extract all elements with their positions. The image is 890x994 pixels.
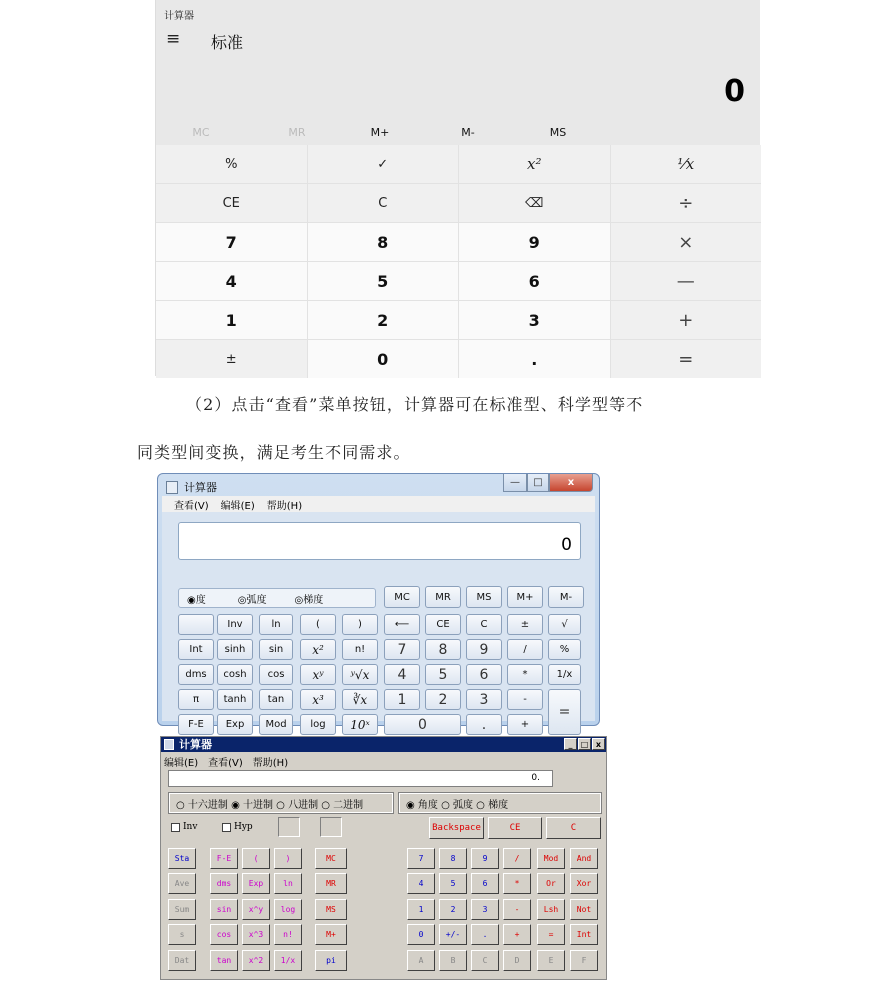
hamburger-menu-icon[interactable]: ≡	[166, 29, 181, 49]
calc-key[interactable]: Int	[178, 639, 214, 660]
backspace-icon[interactable]: ⌫	[459, 184, 610, 222]
memory-key[interactable]: M-	[548, 586, 584, 608]
function-key[interactable]: x^3	[242, 924, 270, 945]
memory-key[interactable]: MR	[425, 586, 461, 608]
calc-key[interactable]: π	[178, 689, 214, 710]
number-key[interactable]: C	[471, 950, 499, 971]
parenthesis-indicator	[320, 817, 342, 837]
calculator-icon	[166, 481, 178, 494]
calc-key[interactable]: 8	[425, 639, 461, 660]
top-key[interactable]: CE	[488, 817, 542, 839]
memory-key[interactable]: M+	[507, 586, 543, 608]
inv-checkbox[interactable]	[171, 822, 197, 832]
calc-key[interactable]: CE	[425, 614, 461, 635]
radio-radians[interactable]: ◎弧度	[237, 594, 267, 606]
inv-label: Inv	[183, 822, 198, 832]
stat-key[interactable]: Ave	[168, 873, 196, 894]
square-button[interactable]: x²	[459, 145, 610, 183]
calc-key[interactable]: tan	[259, 689, 293, 710]
memory-key[interactable]: M+	[315, 924, 347, 945]
number-key[interactable]: *	[503, 873, 531, 894]
plus-button[interactable]: +	[611, 301, 762, 339]
minimize-icon[interactable]: _	[564, 738, 577, 750]
calc-key[interactable]: 4	[384, 664, 420, 685]
decimal-button[interactable]: .	[459, 340, 610, 378]
radio-grads[interactable]: ◎梯度	[294, 594, 324, 606]
win7-calculator	[157, 473, 600, 733]
number-base-group[interactable]: ○ 十六进制 ◉ 十进制 ○ 八进制 ○ 二进制	[169, 793, 393, 813]
window-controls	[503, 474, 593, 492]
stat-key[interactable]: s	[168, 924, 196, 945]
calc-key[interactable]: log	[300, 714, 336, 735]
calc-key[interactable]: ⟵	[384, 614, 420, 635]
number-key[interactable]: +/-	[439, 924, 467, 945]
menu-edit[interactable]: 编辑(E)	[164, 758, 199, 769]
digit-8-button[interactable]: 8	[308, 223, 459, 261]
calc-key[interactable]: 9	[466, 639, 502, 660]
m-minus-button[interactable]: M-	[461, 126, 475, 139]
memory-key[interactable]: pi	[315, 950, 347, 971]
mc-button[interactable]: MC	[192, 126, 210, 139]
digit-5-button[interactable]: 5	[308, 262, 459, 300]
function-key[interactable]: sin	[210, 899, 238, 920]
number-key[interactable]: A	[407, 950, 435, 971]
calc-key[interactable]: F-E	[178, 714, 214, 735]
negate-button[interactable]: ±	[156, 340, 307, 378]
win2000-calculator	[160, 736, 607, 980]
calc-key[interactable]: -	[507, 689, 543, 710]
calculator-icon	[164, 739, 174, 750]
number-key[interactable]: -	[503, 899, 531, 920]
number-key[interactable]: Mod	[537, 848, 565, 869]
memory-indicator	[278, 817, 300, 837]
number-key[interactable]: 7	[407, 848, 435, 869]
result-display: 0	[724, 74, 745, 109]
number-key[interactable]: =	[537, 924, 565, 945]
calc-key[interactable]: %	[548, 639, 581, 660]
number-key[interactable]: F	[570, 950, 598, 971]
calc-key[interactable]: ±	[507, 614, 543, 635]
calc-key[interactable]: tanh	[217, 689, 253, 710]
number-key[interactable]: Lsh	[537, 899, 565, 920]
angle-unit-group	[178, 588, 376, 608]
calc-key[interactable]: *	[507, 664, 543, 685]
m-plus-button[interactable]: M+	[370, 126, 390, 139]
calc-key[interactable]: ∛x	[342, 689, 378, 710]
function-key[interactable]: ln	[274, 873, 302, 894]
top-key[interactable]: C	[546, 817, 601, 839]
number-key[interactable]: E	[537, 950, 565, 971]
maximize-icon[interactable]: □	[527, 474, 549, 492]
digit-7-button[interactable]: 7	[156, 223, 307, 261]
digit-3-button[interactable]: 3	[459, 301, 610, 339]
digit-4-button[interactable]: 4	[156, 262, 307, 300]
paragraph-line-1: （2）点击“查看”菜单按钮，计算器可在标准型、科学型等不	[186, 395, 644, 414]
angle-unit-group[interactable]: ◉ 角度 ○ 弧度 ○ 梯度	[399, 793, 601, 813]
number-key[interactable]: 0	[407, 924, 435, 945]
calc-key[interactable]: +	[507, 714, 543, 735]
percent-button[interactable]: %	[156, 145, 307, 183]
number-key[interactable]: And	[570, 848, 598, 869]
calc-key[interactable]: 1/x	[548, 664, 581, 685]
close-icon[interactable]: x	[549, 474, 593, 492]
app-title: 计算器	[164, 11, 194, 22]
clear-button[interactable]: C	[308, 184, 459, 222]
mode-title: 标准	[211, 33, 244, 52]
calc-key[interactable]: (	[300, 614, 336, 635]
calc-key[interactable]: sin	[259, 639, 293, 660]
function-key[interactable]: Exp	[242, 873, 270, 894]
digit-2-button[interactable]: 2	[308, 301, 459, 339]
number-key[interactable]: 5	[439, 873, 467, 894]
calc-key[interactable]: 1	[384, 689, 420, 710]
function-key[interactable]: cos	[210, 924, 238, 945]
paragraph-line-2: 同类型间变换，满足考生不同需求。	[137, 443, 411, 462]
number-key[interactable]: Or	[537, 873, 565, 894]
number-key[interactable]: 8	[439, 848, 467, 869]
calc-key[interactable]: cosh	[217, 664, 253, 685]
memory-key[interactable]: MC	[315, 848, 347, 869]
keypad	[156, 145, 761, 378]
menu-help[interactable]: 帮助(H)	[266, 500, 303, 512]
function-key[interactable]: x^y	[242, 899, 270, 920]
function-key[interactable]: x^2	[242, 950, 270, 971]
clear-entry-button[interactable]: CE	[156, 184, 307, 222]
menu-view[interactable]: 查看(V)	[174, 500, 209, 512]
checkbox-box	[171, 823, 180, 832]
stat-key[interactable]: Sum	[168, 899, 196, 920]
memory-key[interactable]: MC	[384, 586, 420, 608]
memory-key[interactable]: MS	[315, 899, 347, 920]
digit-0-button[interactable]: 0	[308, 340, 459, 378]
calc-key[interactable]: 7	[384, 639, 420, 660]
multiply-button[interactable]: ×	[611, 223, 762, 261]
digit-1-button[interactable]: 1	[156, 301, 307, 339]
win10-calculator	[155, 0, 760, 376]
calc-key[interactable]: )	[342, 614, 378, 635]
number-key[interactable]: D	[503, 950, 531, 971]
function-key[interactable]: log	[274, 899, 302, 920]
reciprocal-button[interactable]: ⅟x	[611, 145, 762, 183]
number-key[interactable]: 4	[407, 873, 435, 894]
top-key[interactable]: Backspace	[429, 817, 484, 839]
number-key[interactable]: Int	[570, 924, 598, 945]
memory-key[interactable]: MS	[466, 586, 502, 608]
number-key[interactable]: Not	[570, 899, 598, 920]
calc-key[interactable]: C	[466, 614, 502, 635]
function-key[interactable]: n!	[274, 924, 302, 945]
calc-key[interactable]: xʸ	[300, 664, 336, 685]
stat-key[interactable]: Sta	[168, 848, 196, 869]
digit-6-button[interactable]: 6	[459, 262, 610, 300]
calc-key[interactable]: 5	[425, 664, 461, 685]
calc-key[interactable]: x³	[300, 689, 336, 710]
calc-key[interactable]: 10ˣ	[342, 714, 378, 735]
calc-key[interactable]: sinh	[217, 639, 253, 660]
number-key[interactable]: Xor	[570, 873, 598, 894]
mr-button[interactable]: MR	[288, 126, 306, 139]
hyp-label: Hyp	[234, 822, 253, 832]
sqrt-button[interactable]: ✓	[308, 145, 459, 183]
number-key[interactable]: 6	[471, 873, 499, 894]
number-key[interactable]: +	[503, 924, 531, 945]
number-key[interactable]: .	[471, 924, 499, 945]
number-key[interactable]: 2	[439, 899, 467, 920]
calc-key[interactable]: 2	[425, 689, 461, 710]
minus-button[interactable]: —	[611, 262, 762, 300]
menu-help[interactable]: 帮助(H)	[252, 758, 289, 769]
function-key[interactable]: tan	[210, 950, 238, 971]
number-key[interactable]: /	[503, 848, 531, 869]
title-bar	[161, 737, 606, 752]
maximize-icon[interactable]: □	[578, 738, 591, 750]
window-title: 计算器	[179, 738, 212, 751]
hyp-checkbox[interactable]	[222, 822, 253, 832]
function-key[interactable]: )	[274, 848, 302, 869]
number-key[interactable]: 3	[471, 899, 499, 920]
ms-button[interactable]: MS	[549, 126, 567, 139]
calc-key[interactable]: =	[548, 689, 581, 735]
calc-key[interactable]: cos	[259, 664, 293, 685]
calc-key[interactable]: Exp	[217, 714, 253, 735]
menu-bar	[162, 496, 595, 512]
calc-key[interactable]: n!	[342, 639, 378, 660]
menu-view[interactable]: 查看(V)	[208, 758, 243, 769]
calc-key[interactable]: ln	[259, 614, 293, 635]
result-display: 0.	[168, 770, 553, 787]
calc-key[interactable]: ʸ√x	[342, 664, 378, 685]
minimize-icon[interactable]: —	[503, 474, 527, 492]
divide-button[interactable]: ÷	[611, 184, 762, 222]
result-display: 0	[178, 522, 581, 560]
digit-9-button[interactable]: 9	[459, 223, 610, 261]
calc-key[interactable]: Mod	[259, 714, 293, 735]
window-title: 计算器	[184, 481, 217, 494]
number-key[interactable]: B	[439, 950, 467, 971]
calc-key[interactable]: 3	[466, 689, 502, 710]
calc-key[interactable]	[178, 614, 214, 635]
function-key[interactable]: 1/x	[274, 950, 302, 971]
checkbox-box	[222, 823, 231, 832]
calc-key[interactable]: /	[507, 639, 543, 660]
calc-key[interactable]: Inv	[217, 614, 253, 635]
menu-edit[interactable]: 编辑(E)	[220, 500, 255, 512]
close-icon[interactable]: x	[592, 738, 605, 750]
equals-button[interactable]: =	[611, 340, 762, 378]
stat-key[interactable]: Dat	[168, 950, 196, 971]
calc-key[interactable]: x²	[300, 639, 336, 660]
function-key[interactable]: dms	[210, 873, 238, 894]
calc-key[interactable]: 6	[466, 664, 502, 685]
memory-key[interactable]: MR	[315, 873, 347, 894]
calc-key[interactable]: √	[548, 614, 581, 635]
menu-bar	[164, 754, 288, 769]
calc-key[interactable]: .	[466, 714, 502, 735]
calc-key[interactable]: 0	[384, 714, 461, 735]
calculator-body	[162, 496, 595, 733]
title-bar	[166, 479, 217, 495]
number-key[interactable]: 1	[407, 899, 435, 920]
radio-degrees[interactable]: ◉度	[187, 594, 206, 606]
number-key[interactable]: 9	[471, 848, 499, 869]
function-key[interactable]: F-E	[210, 848, 238, 869]
calc-key[interactable]: dms	[178, 664, 214, 685]
function-key[interactable]: (	[242, 848, 270, 869]
